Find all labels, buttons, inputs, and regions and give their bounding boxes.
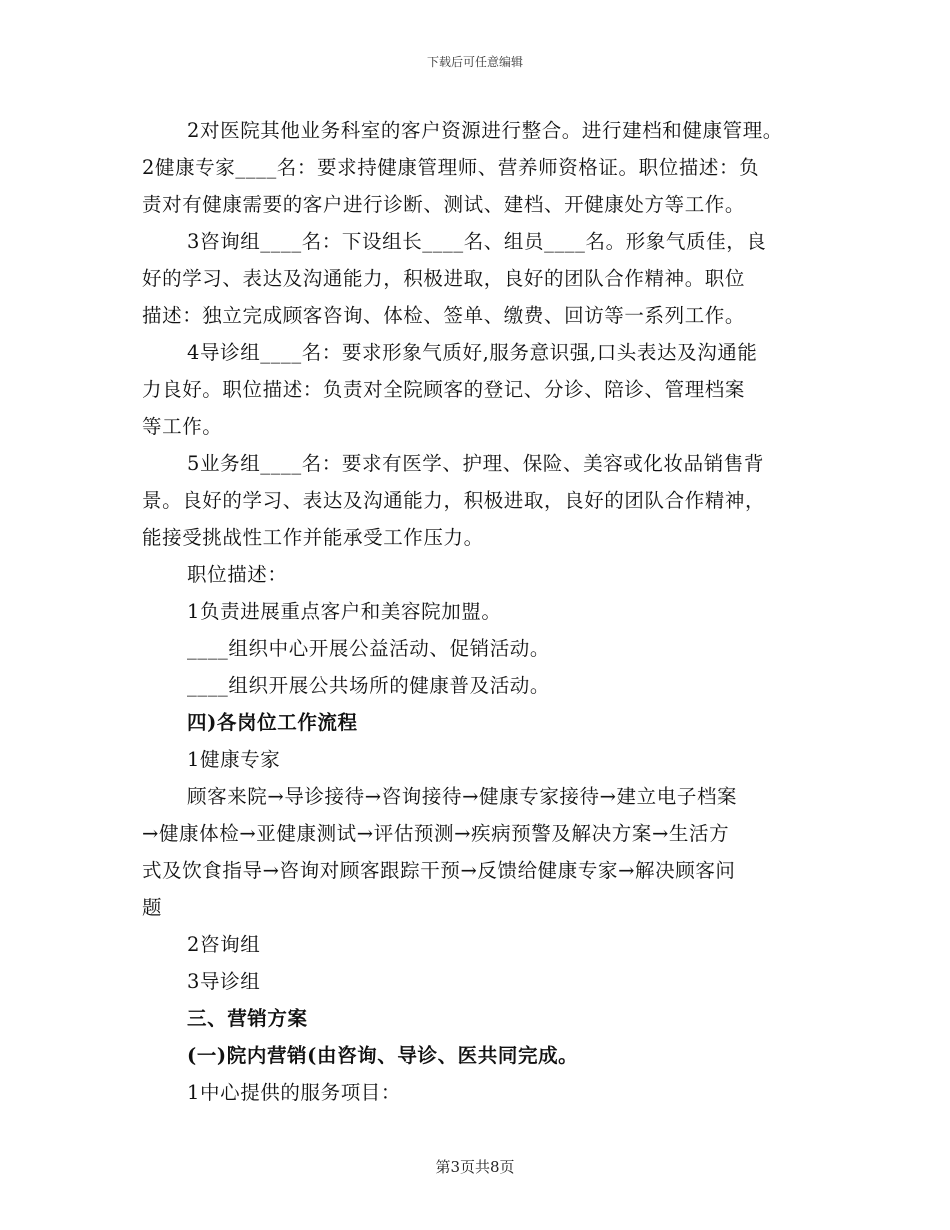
text-line: 式及饮食指导→咨询对顾客跟踪干预→反馈给健康专家→解决顾客问: [142, 859, 736, 882]
text-line: 顾客来院→导诊接待→咨询接待→健康专家接待→建立电子档案: [187, 785, 738, 808]
text-line: 描述：独立完成顾客咨询、体检、签单、缴费、回访等一系列工作。: [142, 304, 746, 327]
section-heading: 四)各岗位工作流程: [187, 711, 358, 734]
text-line: 2健康专家____名：要求持健康管理师、营养师资格证。职位描述：负: [142, 156, 760, 179]
text-line: 题: [142, 896, 163, 919]
text-line: 5业务组____名：要求有医学、护理、保险、美容或化妆品销售背: [187, 452, 765, 475]
section-heading: 三、营销方案: [187, 1007, 308, 1030]
section-heading: (一)院内营销(由咨询、导诊、医共同完成。: [187, 1044, 579, 1067]
text-line: ____组织中心开展公益活动、促销活动。: [187, 637, 551, 660]
page-footer: 第3页共8页: [435, 1158, 515, 1176]
text-line: 景。良好的学习、表达及沟通能力，积极进取，良好的团队合作精神，: [142, 489, 766, 512]
text-line: 能接受挑战性工作并能承受工作压力。: [142, 526, 484, 549]
text-line: 力良好。职位描述：负责对全院顾客的登记、分诊、陪诊、管理档案: [142, 378, 746, 401]
text-line: 1负责进展重点客户和美容院加盟。: [187, 600, 502, 623]
text-line: 好的学习、表达及沟通能力，积极进取，良好的团队合作精神。职位: [142, 267, 746, 290]
text-line: 4导诊组____名：要求形象气质好,服务意识强,口头表达及沟通能: [187, 341, 758, 364]
text-line: 2咨询组: [187, 933, 261, 956]
text-line: 等工作。: [142, 415, 223, 438]
text-line: 1中心提供的服务项目：: [187, 1081, 402, 1104]
text-line: 3导诊组: [187, 970, 261, 993]
text-line: 1健康专家: [187, 748, 281, 771]
text-line: →健康体检→亚健康测试→评估预测→疾病预警及解决方案→生活方: [142, 822, 730, 845]
text-line: 3咨询组____名：下设组长____名、组员____名。形象气质佳，良: [187, 230, 767, 253]
document-body: [142, 112, 814, 1111]
text-line: 2对医院其他业务科室的客户资源进行整合。进行建档和健康管理。: [187, 119, 783, 142]
text-line: 职位描述：: [187, 563, 288, 586]
text-line: 责对有健康需要的客户进行诊断、测试、建档、开健康处方等工作。: [142, 193, 746, 216]
page-header: 下载后可任意编辑: [426, 55, 523, 69]
text-line: ____组织开展公共场所的健康普及活动。: [187, 674, 551, 697]
